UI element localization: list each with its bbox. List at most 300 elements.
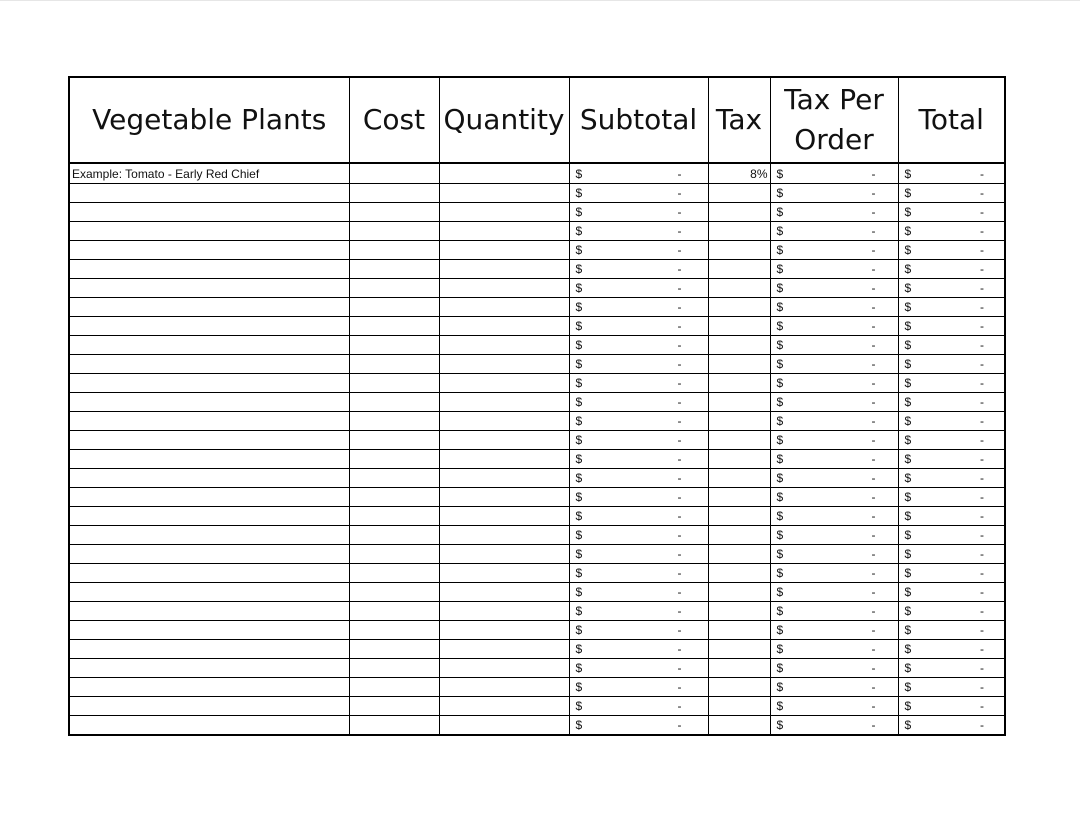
plant-cell[interactable] xyxy=(69,336,349,355)
currency-symbol: $ xyxy=(776,319,784,333)
tax-per-order-cell[interactable] xyxy=(770,279,898,298)
empty-value: - xyxy=(677,319,682,333)
quantity-cell[interactable] xyxy=(439,184,569,203)
currency-symbol: $ xyxy=(904,566,912,580)
cost-cell[interactable] xyxy=(349,697,439,716)
subtotal-cell-value xyxy=(570,431,708,449)
plant-cell[interactable] xyxy=(69,260,349,279)
tax-cell[interactable] xyxy=(708,678,770,697)
quantity-cell[interactable] xyxy=(439,621,569,640)
subtotal-cell[interactable] xyxy=(569,374,708,393)
total-cell[interactable] xyxy=(898,279,1005,298)
tax-cell[interactable] xyxy=(708,336,770,355)
plant-cell[interactable] xyxy=(69,431,349,450)
cost-cell[interactable] xyxy=(349,260,439,279)
plant-cell[interactable] xyxy=(69,640,349,659)
cost-cell[interactable] xyxy=(349,203,439,222)
empty-value: - xyxy=(980,452,984,466)
cost-cell[interactable] xyxy=(349,317,439,336)
empty-value: - xyxy=(871,623,876,637)
total-cell[interactable] xyxy=(898,469,1005,488)
quantity-cell[interactable] xyxy=(439,450,569,469)
currency-symbol: $ xyxy=(904,661,912,675)
tax-cell[interactable] xyxy=(708,279,770,298)
cost-cell[interactable] xyxy=(349,374,439,393)
cost-cell[interactable] xyxy=(349,488,439,507)
tax-cell[interactable] xyxy=(708,431,770,450)
subtotal-cell[interactable] xyxy=(569,659,708,678)
tax-per-order-cell-value xyxy=(771,374,898,392)
empty-value: - xyxy=(677,224,682,238)
currency-symbol: $ xyxy=(904,490,912,504)
total-cell[interactable] xyxy=(898,507,1005,526)
quantity-cell[interactable] xyxy=(439,469,569,488)
tax-cell[interactable] xyxy=(708,564,770,583)
cost-cell[interactable] xyxy=(349,431,439,450)
cost-cell[interactable] xyxy=(349,507,439,526)
subtotal-cell[interactable] xyxy=(569,450,708,469)
tax-per-order-cell[interactable] xyxy=(770,241,898,260)
tax-cell[interactable] xyxy=(708,241,770,260)
tax-cell[interactable] xyxy=(708,602,770,621)
quantity-cell[interactable] xyxy=(439,564,569,583)
total-cell[interactable] xyxy=(898,163,1005,184)
empty-value: - xyxy=(677,642,682,656)
tax-cell[interactable] xyxy=(708,583,770,602)
cost-cell[interactable] xyxy=(349,393,439,412)
cost-cell[interactable] xyxy=(349,545,439,564)
quantity-cell[interactable] xyxy=(439,374,569,393)
subtotal-cell-value xyxy=(570,298,708,316)
plant-cell[interactable] xyxy=(69,317,349,336)
subtotal-cell[interactable] xyxy=(569,507,708,526)
tax-cell[interactable] xyxy=(708,374,770,393)
cost-cell[interactable] xyxy=(349,298,439,317)
subtotal-cell-value xyxy=(570,374,708,392)
tax-cell[interactable] xyxy=(708,317,770,336)
total-cell-value xyxy=(899,298,1005,316)
total-cell-value xyxy=(899,602,1005,620)
tax-per-order-cell[interactable] xyxy=(770,469,898,488)
subtotal-cell[interactable] xyxy=(569,393,708,412)
empty-value: - xyxy=(980,718,984,732)
subtotal-cell[interactable] xyxy=(569,640,708,659)
empty-value: - xyxy=(980,623,984,637)
total-cell[interactable] xyxy=(898,431,1005,450)
tax-cell[interactable] xyxy=(708,526,770,545)
total-cell-value xyxy=(899,355,1005,373)
total-cell[interactable] xyxy=(898,564,1005,583)
cost-cell[interactable] xyxy=(349,716,439,736)
plant-cell[interactable] xyxy=(69,621,349,640)
total-cell[interactable] xyxy=(898,203,1005,222)
total-cell[interactable] xyxy=(898,412,1005,431)
currency-symbol: $ xyxy=(575,319,583,333)
tax-per-order-cell-value xyxy=(771,393,898,411)
tax-cell[interactable] xyxy=(708,507,770,526)
plant-cell[interactable] xyxy=(69,659,349,678)
subtotal-cell[interactable] xyxy=(569,317,708,336)
plant-cell[interactable] xyxy=(69,184,349,203)
total-cell[interactable] xyxy=(898,336,1005,355)
quantity-cell[interactable] xyxy=(439,336,569,355)
tax-per-order-cell[interactable] xyxy=(770,621,898,640)
subtotal-cell-value xyxy=(570,203,708,221)
cost-cell[interactable] xyxy=(349,355,439,374)
currency-symbol: $ xyxy=(904,319,912,333)
total-cell[interactable] xyxy=(898,526,1005,545)
currency-symbol: $ xyxy=(904,205,912,219)
quantity-cell[interactable] xyxy=(439,222,569,241)
quantity-cell[interactable] xyxy=(439,602,569,621)
empty-value: - xyxy=(980,243,984,257)
tax-cell[interactable] xyxy=(708,716,770,736)
subtotal-cell[interactable] xyxy=(569,184,708,203)
subtotal-cell-value xyxy=(570,621,708,639)
total-cell[interactable] xyxy=(898,317,1005,336)
tax-cell[interactable] xyxy=(708,659,770,678)
subtotal-cell[interactable] xyxy=(569,355,708,374)
tax-per-order-cell[interactable] xyxy=(770,507,898,526)
currency-symbol: $ xyxy=(904,300,912,314)
table-row xyxy=(69,355,1005,374)
subtotal-cell[interactable] xyxy=(569,545,708,564)
tax-per-order-cell[interactable] xyxy=(770,678,898,697)
currency-symbol: $ xyxy=(575,205,583,219)
tax-per-order-cell-value xyxy=(771,298,898,316)
tax-cell[interactable] xyxy=(708,488,770,507)
subtotal-cell[interactable] xyxy=(569,526,708,545)
subtotal-cell[interactable] xyxy=(569,336,708,355)
tax-per-order-cell[interactable] xyxy=(770,716,898,736)
plant-cell[interactable] xyxy=(69,203,349,222)
currency-symbol: $ xyxy=(776,490,784,504)
quantity-cell[interactable] xyxy=(439,488,569,507)
empty-value: - xyxy=(871,281,876,295)
subtotal-cell[interactable] xyxy=(569,203,708,222)
currency-symbol: $ xyxy=(575,433,583,447)
currency-symbol: $ xyxy=(904,585,912,599)
total-cell[interactable] xyxy=(898,222,1005,241)
subtotal-cell[interactable] xyxy=(569,583,708,602)
tax-cell[interactable] xyxy=(708,412,770,431)
subtotal-cell-value xyxy=(570,640,708,658)
currency-symbol: $ xyxy=(776,509,784,523)
tax-per-order-cell[interactable] xyxy=(770,393,898,412)
plant-cell[interactable] xyxy=(69,716,349,736)
plant-cell[interactable] xyxy=(69,697,349,716)
table-row xyxy=(69,336,1005,355)
table-row xyxy=(69,659,1005,678)
plant-cell[interactable] xyxy=(69,222,349,241)
quantity-cell[interactable] xyxy=(439,716,569,736)
cost-cell[interactable] xyxy=(349,450,439,469)
currency-symbol: $ xyxy=(776,452,784,466)
empty-value: - xyxy=(677,604,682,618)
subtotal-cell[interactable] xyxy=(569,488,708,507)
currency-symbol: $ xyxy=(904,224,912,238)
total-cell[interactable] xyxy=(898,678,1005,697)
quantity-cell[interactable] xyxy=(439,355,569,374)
total-cell[interactable] xyxy=(898,697,1005,716)
tax-per-order-cell[interactable] xyxy=(770,659,898,678)
total-cell[interactable] xyxy=(898,602,1005,621)
quantity-cell[interactable] xyxy=(439,393,569,412)
currency-symbol: $ xyxy=(776,338,784,352)
subtotal-cell-value xyxy=(570,526,708,544)
total-cell[interactable] xyxy=(898,260,1005,279)
tax-per-order-cell[interactable] xyxy=(770,431,898,450)
plant-cell[interactable] xyxy=(69,279,349,298)
total-cell[interactable] xyxy=(898,488,1005,507)
currency-symbol: $ xyxy=(575,604,583,618)
currency-symbol: $ xyxy=(575,718,583,732)
empty-value: - xyxy=(980,585,984,599)
tax-per-order-cell[interactable] xyxy=(770,355,898,374)
total-cell[interactable] xyxy=(898,241,1005,260)
tax-cell[interactable] xyxy=(708,298,770,317)
subtotal-cell-value xyxy=(570,545,708,563)
total-cell-value xyxy=(899,507,1005,525)
tax-cell[interactable] xyxy=(708,222,770,241)
tax-per-order-cell[interactable] xyxy=(770,184,898,203)
total-cell[interactable] xyxy=(898,716,1005,736)
quantity-cell[interactable] xyxy=(439,298,569,317)
quantity-cell[interactable] xyxy=(439,203,569,222)
tax-per-order-cell[interactable] xyxy=(770,336,898,355)
plant-cell[interactable] xyxy=(69,488,349,507)
tax-cell[interactable] xyxy=(708,393,770,412)
empty-value: - xyxy=(677,186,682,200)
empty-value: - xyxy=(677,281,682,295)
total-cell[interactable] xyxy=(898,640,1005,659)
currency-symbol: $ xyxy=(575,186,583,200)
cost-cell[interactable] xyxy=(349,163,439,184)
quantity-cell[interactable] xyxy=(439,659,569,678)
subtotal-cell[interactable] xyxy=(569,412,708,431)
plant-cell[interactable] xyxy=(69,507,349,526)
quantity-cell[interactable] xyxy=(439,163,569,184)
quantity-cell[interactable] xyxy=(439,545,569,564)
subtotal-cell[interactable] xyxy=(569,716,708,736)
empty-value: - xyxy=(871,528,876,542)
tax-cell[interactable] xyxy=(708,640,770,659)
empty-value: - xyxy=(871,433,876,447)
currency-symbol: $ xyxy=(575,262,583,276)
currency-symbol: $ xyxy=(904,357,912,371)
quantity-cell[interactable] xyxy=(439,697,569,716)
cost-cell[interactable] xyxy=(349,279,439,298)
subtotal-cell[interactable] xyxy=(569,279,708,298)
table-row xyxy=(69,678,1005,697)
tax-cell[interactable] xyxy=(708,260,770,279)
currency-symbol: $ xyxy=(575,623,583,637)
currency-symbol: $ xyxy=(575,471,583,485)
plant-cell[interactable] xyxy=(69,564,349,583)
subtotal-cell-value xyxy=(570,450,708,468)
quantity-cell[interactable] xyxy=(439,279,569,298)
cost-cell[interactable] xyxy=(349,621,439,640)
tax-per-order-cell[interactable] xyxy=(770,203,898,222)
cost-cell[interactable] xyxy=(349,526,439,545)
tax-per-order-cell[interactable] xyxy=(770,488,898,507)
quantity-cell[interactable] xyxy=(439,317,569,336)
subtotal-cell[interactable] xyxy=(569,298,708,317)
empty-value: - xyxy=(871,680,876,694)
tax-per-order-cell[interactable] xyxy=(770,222,898,241)
cost-cell[interactable] xyxy=(349,184,439,203)
subtotal-cell[interactable] xyxy=(569,564,708,583)
tax-cell[interactable] xyxy=(708,203,770,222)
tax-per-order-cell[interactable] xyxy=(770,697,898,716)
quantity-cell[interactable] xyxy=(439,241,569,260)
cost-cell[interactable] xyxy=(349,659,439,678)
plant-cell[interactable] xyxy=(69,602,349,621)
empty-value: - xyxy=(871,699,876,713)
tax-per-order-cell[interactable] xyxy=(770,545,898,564)
plant-cell[interactable] xyxy=(69,545,349,564)
subtotal-cell[interactable] xyxy=(569,431,708,450)
currency-symbol: $ xyxy=(575,585,583,599)
cost-cell[interactable] xyxy=(349,602,439,621)
subtotal-cell[interactable] xyxy=(569,241,708,260)
subtotal-cell[interactable] xyxy=(569,163,708,184)
total-cell[interactable] xyxy=(898,374,1005,393)
tax-per-order-cell[interactable] xyxy=(770,450,898,469)
tax-cell[interactable]: 8% xyxy=(708,163,770,184)
tax-cell[interactable] xyxy=(708,450,770,469)
subtotal-cell[interactable] xyxy=(569,697,708,716)
total-cell-value xyxy=(899,336,1005,354)
total-cell[interactable] xyxy=(898,298,1005,317)
subtotal-cell[interactable] xyxy=(569,621,708,640)
tax-per-order-cell[interactable] xyxy=(770,602,898,621)
quantity-cell[interactable] xyxy=(439,583,569,602)
plant-cell[interactable] xyxy=(69,412,349,431)
total-cell[interactable] xyxy=(898,659,1005,678)
subtotal-cell[interactable] xyxy=(569,469,708,488)
tax-cell[interactable] xyxy=(708,621,770,640)
total-cell[interactable] xyxy=(898,393,1005,412)
total-cell[interactable] xyxy=(898,184,1005,203)
tax-per-order-cell[interactable] xyxy=(770,640,898,659)
quantity-cell[interactable] xyxy=(439,678,569,697)
cost-cell[interactable] xyxy=(349,222,439,241)
tax-per-order-cell[interactable] xyxy=(770,317,898,336)
empty-value: - xyxy=(871,585,876,599)
quantity-cell[interactable] xyxy=(439,640,569,659)
currency-symbol: $ xyxy=(575,395,583,409)
empty-value: - xyxy=(871,642,876,656)
subtotal-cell[interactable] xyxy=(569,678,708,697)
total-cell-value xyxy=(899,184,1005,202)
tax-per-order-cell-value xyxy=(771,564,898,582)
currency-symbol: $ xyxy=(776,547,784,561)
subtotal-cell-value xyxy=(570,393,708,411)
tax-per-order-cell[interactable] xyxy=(770,412,898,431)
cost-cell[interactable] xyxy=(349,469,439,488)
quantity-cell[interactable] xyxy=(439,507,569,526)
empty-value: - xyxy=(871,224,876,238)
tax-cell[interactable] xyxy=(708,545,770,564)
tax-per-order-cell[interactable] xyxy=(770,564,898,583)
plant-cell[interactable] xyxy=(69,241,349,260)
cost-cell[interactable] xyxy=(349,583,439,602)
currency-symbol: $ xyxy=(904,642,912,656)
empty-value: - xyxy=(871,604,876,618)
empty-value: - xyxy=(677,357,682,371)
subtotal-cell-value xyxy=(570,260,708,278)
plant-cell[interactable] xyxy=(69,583,349,602)
plant-cell[interactable] xyxy=(69,374,349,393)
currency-symbol: $ xyxy=(776,642,784,656)
currency-symbol: $ xyxy=(904,414,912,428)
total-cell[interactable] xyxy=(898,355,1005,374)
empty-value: - xyxy=(677,243,682,257)
tax-cell[interactable] xyxy=(708,184,770,203)
cost-cell[interactable] xyxy=(349,678,439,697)
cost-cell[interactable] xyxy=(349,564,439,583)
tax-per-order-cell-value xyxy=(771,469,898,487)
currency-symbol: $ xyxy=(575,680,583,694)
quantity-cell[interactable] xyxy=(439,431,569,450)
plant-cell[interactable] xyxy=(69,355,349,374)
total-cell[interactable] xyxy=(898,583,1005,602)
cost-cell[interactable] xyxy=(349,412,439,431)
cost-cell[interactable] xyxy=(349,336,439,355)
plant-cell[interactable] xyxy=(69,526,349,545)
plant-cell[interactable] xyxy=(69,298,349,317)
subtotal-cell[interactable] xyxy=(569,260,708,279)
tax-cell[interactable] xyxy=(708,469,770,488)
table-row xyxy=(69,469,1005,488)
quantity-cell[interactable] xyxy=(439,412,569,431)
total-cell-value xyxy=(899,393,1005,411)
tax-per-order-cell[interactable] xyxy=(770,526,898,545)
plant-cell[interactable] xyxy=(69,678,349,697)
cost-cell[interactable] xyxy=(349,241,439,260)
tax-per-order-cell[interactable] xyxy=(770,583,898,602)
cost-cell[interactable] xyxy=(349,640,439,659)
header-cost: Cost xyxy=(349,77,439,163)
table-row xyxy=(69,241,1005,260)
currency-symbol: $ xyxy=(776,357,784,371)
tax-per-order-cell[interactable] xyxy=(770,374,898,393)
plant-cell[interactable] xyxy=(69,469,349,488)
tax-cell[interactable] xyxy=(708,697,770,716)
subtotal-cell[interactable] xyxy=(569,222,708,241)
total-cell[interactable] xyxy=(898,450,1005,469)
total-cell-value xyxy=(899,450,1005,468)
total-cell[interactable] xyxy=(898,545,1005,564)
total-cell-value xyxy=(899,469,1005,487)
quantity-cell[interactable] xyxy=(439,260,569,279)
empty-value: - xyxy=(677,205,682,219)
tax-per-order-cell[interactable] xyxy=(770,298,898,317)
tax-per-order-cell[interactable] xyxy=(770,163,898,184)
total-cell-value xyxy=(899,716,1005,734)
currency-symbol: $ xyxy=(904,186,912,200)
subtotal-cell-value xyxy=(570,241,708,259)
subtotal-cell[interactable] xyxy=(569,602,708,621)
plant-cell[interactable] xyxy=(69,393,349,412)
tax-per-order-cell[interactable] xyxy=(770,260,898,279)
quantity-cell[interactable] xyxy=(439,526,569,545)
tax-cell[interactable] xyxy=(708,355,770,374)
total-cell[interactable] xyxy=(898,621,1005,640)
plant-cell[interactable] xyxy=(69,450,349,469)
plant-cell[interactable]: Example: Tomato - Early Red Chief xyxy=(69,163,349,184)
